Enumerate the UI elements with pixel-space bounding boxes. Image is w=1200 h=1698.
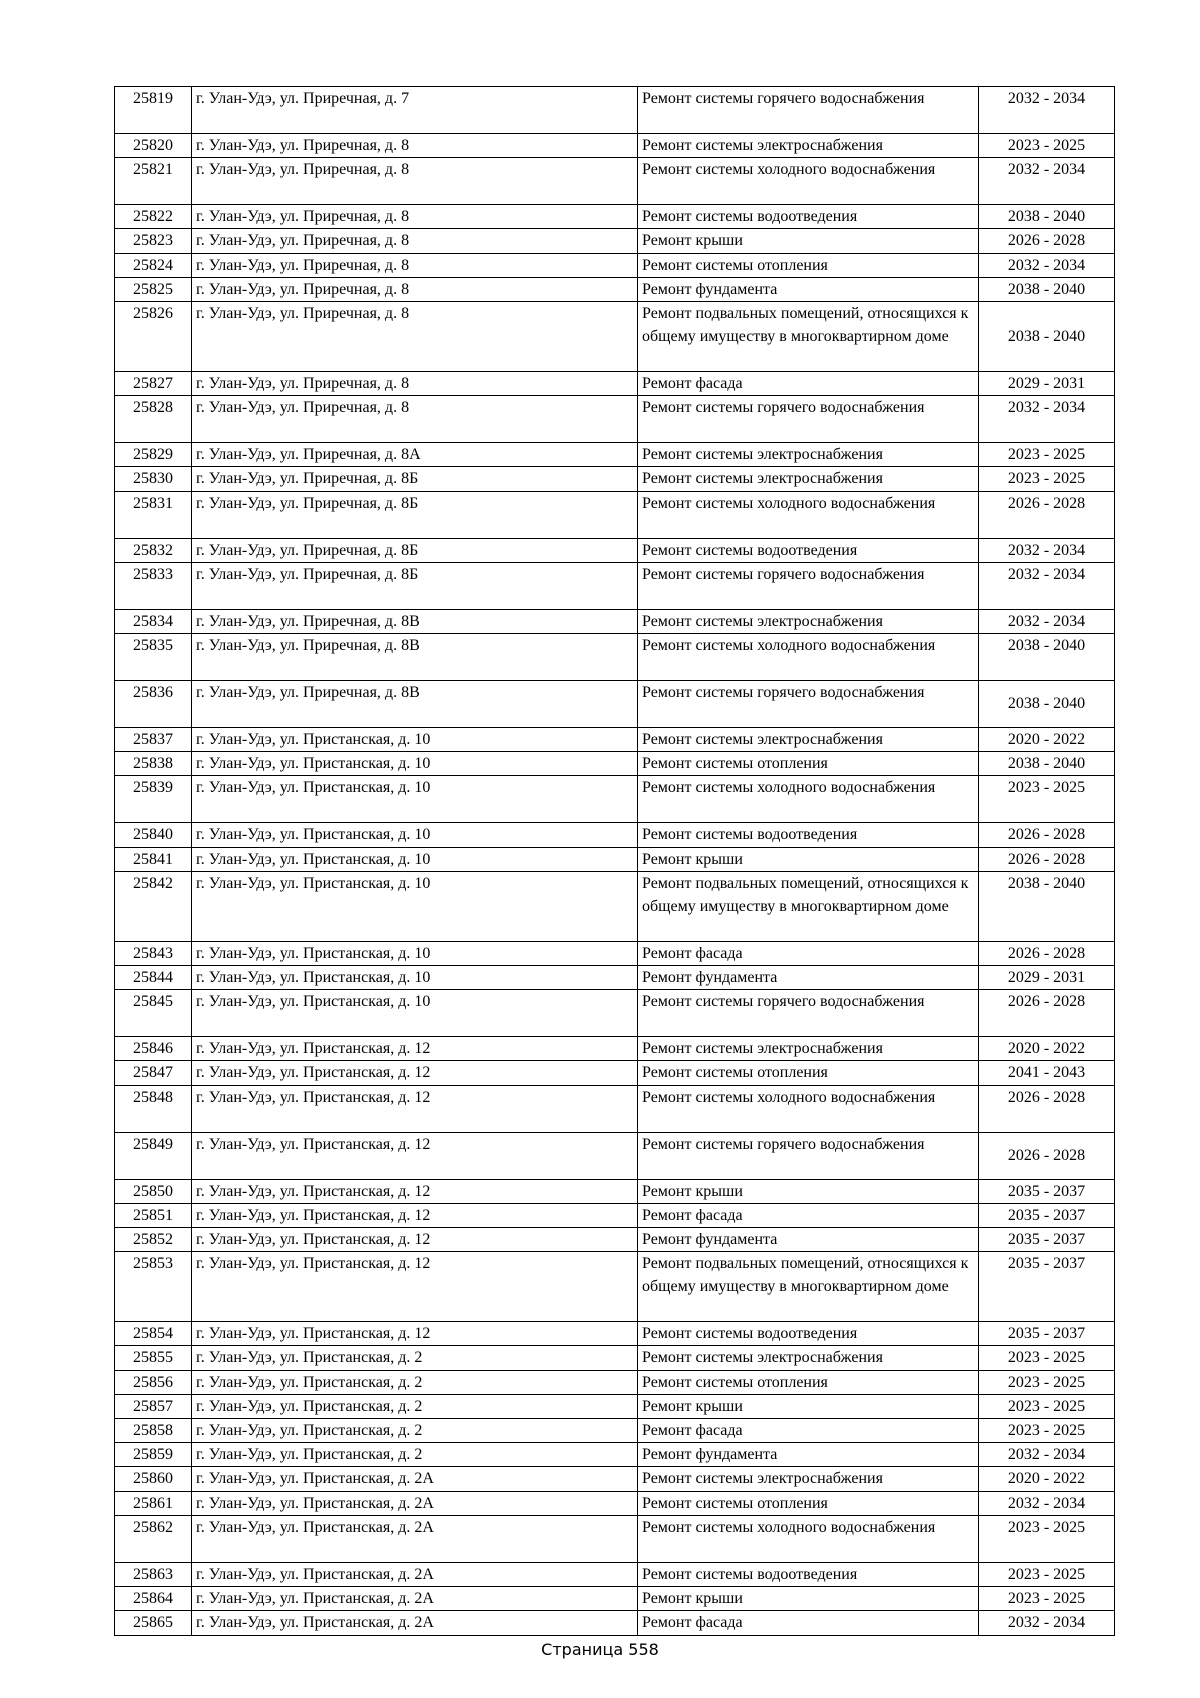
row-address: г. Улан-Удэ, ул. Пристанская, д. 2А <box>192 1515 638 1562</box>
row-address: г. Улан-Удэ, ул. Пристанская, д. 10 <box>192 871 638 941</box>
row-period: 2023 - 2025 <box>979 467 1115 491</box>
row-period: 2023 - 2025 <box>979 1562 1115 1586</box>
row-work: Ремонт системы отопления <box>638 253 979 277</box>
row-period: 2026 - 2028 <box>979 491 1115 538</box>
row-period: 2023 - 2025 <box>979 134 1115 158</box>
row-work: Ремонт системы электроснабжения <box>638 1346 979 1370</box>
row-work: Ремонт фасада <box>638 1419 979 1443</box>
row-number: 25853 <box>115 1252 192 1322</box>
table-row <box>115 1346 1115 1370</box>
row-address: г. Улан-Удэ, ул. Пристанская, д. 10 <box>192 990 638 1037</box>
row-period: 2023 - 2025 <box>979 1587 1115 1611</box>
row-address: г. Улан-Удэ, ул. Пристанская, д. 12 <box>192 1322 638 1346</box>
row-work: Ремонт системы холодного водоснабжения <box>638 776 979 823</box>
row-address: г. Улан-Удэ, ул. Пристанская, д. 2 <box>192 1443 638 1467</box>
row-number: 25861 <box>115 1491 192 1515</box>
table-row <box>115 1228 1115 1252</box>
row-address: г. Улан-Удэ, ул. Пристанская, д. 2А <box>192 1587 638 1611</box>
row-period: 2038 - 2040 <box>979 634 1115 681</box>
row-number: 25839 <box>115 776 192 823</box>
row-period: 2023 - 2025 <box>979 1515 1115 1562</box>
row-address: г. Улан-Удэ, ул. Пристанская, д. 2А <box>192 1467 638 1491</box>
row-period: 2026 - 2028 <box>979 229 1115 253</box>
table-row <box>115 728 1115 752</box>
row-work: Ремонт фасада <box>638 941 979 965</box>
row-address: г. Улан-Удэ, ул. Приречная, д. 7 <box>192 87 638 134</box>
table-row <box>115 443 1115 467</box>
row-period: 2023 - 2025 <box>979 776 1115 823</box>
table-row <box>115 1085 1115 1132</box>
row-work: Ремонт фундамента <box>638 277 979 301</box>
row-work: Ремонт фундамента <box>638 1228 979 1252</box>
row-number: 25835 <box>115 634 192 681</box>
row-address: г. Улан-Удэ, ул. Приречная, д. 8 <box>192 253 638 277</box>
row-number: 25827 <box>115 372 192 396</box>
row-address: г. Улан-Удэ, ул. Приречная, д. 8 <box>192 205 638 229</box>
row-address: г. Улан-Удэ, ул. Приречная, д. 8 <box>192 277 638 301</box>
table-row <box>115 562 1115 609</box>
row-work: Ремонт системы горячего водоснабжения <box>638 87 979 134</box>
row-work: Ремонт системы горячего водоснабжения <box>638 1132 979 1179</box>
row-address: г. Улан-Удэ, ул. Пристанская, д. 10 <box>192 823 638 847</box>
table-row <box>115 372 1115 396</box>
row-period: 2023 - 2025 <box>979 443 1115 467</box>
row-address: г. Улан-Удэ, ул. Пристанская, д. 10 <box>192 966 638 990</box>
row-number: 25822 <box>115 205 192 229</box>
row-period: 2032 - 2034 <box>979 253 1115 277</box>
row-work: Ремонт фасада <box>638 1611 979 1635</box>
table-row <box>115 396 1115 443</box>
row-number: 25823 <box>115 229 192 253</box>
table-row <box>115 491 1115 538</box>
row-number: 25842 <box>115 871 192 941</box>
row-work: Ремонт системы электроснабжения <box>638 1467 979 1491</box>
table-row <box>115 1419 1115 1443</box>
row-period: 2038 - 2040 <box>979 752 1115 776</box>
table-row <box>115 871 1115 941</box>
table-row <box>115 302 1115 372</box>
table-row <box>115 205 1115 229</box>
table-row <box>115 681 1115 728</box>
row-work: Ремонт фасада <box>638 1203 979 1227</box>
row-address: г. Улан-Удэ, ул. Пристанская, д. 10 <box>192 728 638 752</box>
row-number: 25841 <box>115 847 192 871</box>
row-work: Ремонт подвальных помещений, относящихся к общему имуществу в многоквартирном доме <box>638 302 979 372</box>
row-work: Ремонт крыши <box>638 1394 979 1418</box>
table-row <box>115 847 1115 871</box>
row-number: 25855 <box>115 1346 192 1370</box>
row-number: 25863 <box>115 1562 192 1586</box>
row-period: 2038 - 2040 <box>979 205 1115 229</box>
row-period: 2026 - 2028 <box>979 1085 1115 1132</box>
table-row <box>115 1491 1115 1515</box>
table-row <box>115 277 1115 301</box>
row-period: 2032 - 2034 <box>979 1611 1115 1635</box>
row-address: г. Улан-Удэ, ул. Пристанская, д. 2 <box>192 1419 638 1443</box>
table-row <box>115 538 1115 562</box>
row-period: 2020 - 2022 <box>979 1467 1115 1491</box>
table-row <box>115 87 1115 134</box>
row-work: Ремонт системы горячего водоснабжения <box>638 681 979 728</box>
table-row <box>115 1252 1115 1322</box>
row-period: 2026 - 2028 <box>979 847 1115 871</box>
row-address: г. Улан-Удэ, ул. Пристанская, д. 12 <box>192 1061 638 1085</box>
row-number: 25840 <box>115 823 192 847</box>
row-number: 25857 <box>115 1394 192 1418</box>
row-work: Ремонт системы водоотведения <box>638 538 979 562</box>
row-period: 2035 - 2037 <box>979 1203 1115 1227</box>
row-address: г. Улан-Удэ, ул. Приречная, д. 8 <box>192 372 638 396</box>
row-address: г. Улан-Удэ, ул. Пристанская, д. 12 <box>192 1228 638 1252</box>
row-address: г. Улан-Удэ, ул. Приречная, д. 8В <box>192 681 638 728</box>
table-row <box>115 1203 1115 1227</box>
row-address: г. Улан-Удэ, ул. Пристанская, д. 2А <box>192 1491 638 1515</box>
table-row <box>115 752 1115 776</box>
row-period: 2032 - 2034 <box>979 87 1115 134</box>
row-address: г. Улан-Удэ, ул. Приречная, д. 8 <box>192 302 638 372</box>
row-period: 2026 - 2028 <box>979 823 1115 847</box>
row-address: г. Улан-Удэ, ул. Пристанская, д. 2А <box>192 1611 638 1635</box>
row-number: 25856 <box>115 1370 192 1394</box>
row-number: 25834 <box>115 609 192 633</box>
row-number: 25859 <box>115 1443 192 1467</box>
row-period: 2023 - 2025 <box>979 1346 1115 1370</box>
row-number: 25826 <box>115 302 192 372</box>
table-row <box>115 1611 1115 1635</box>
row-period: 2038 - 2040 <box>979 277 1115 301</box>
row-number: 25860 <box>115 1467 192 1491</box>
row-period: 2032 - 2034 <box>979 1443 1115 1467</box>
row-number: 25846 <box>115 1037 192 1061</box>
row-number: 25845 <box>115 990 192 1037</box>
row-number: 25832 <box>115 538 192 562</box>
row-number: 25833 <box>115 562 192 609</box>
row-address: г. Улан-Удэ, ул. Пристанская, д. 2 <box>192 1394 638 1418</box>
row-period: 2026 - 2028 <box>979 941 1115 965</box>
row-work: Ремонт системы водоотведения <box>638 823 979 847</box>
row-work: Ремонт подвальных помещений, относящихся к общему имуществу в многоквартирном доме <box>638 871 979 941</box>
row-period: 2032 - 2034 <box>979 538 1115 562</box>
row-address: г. Улан-Удэ, ул. Пристанская, д. 12 <box>192 1037 638 1061</box>
row-period: 2035 - 2037 <box>979 1228 1115 1252</box>
row-number: 25829 <box>115 443 192 467</box>
row-address: г. Улан-Удэ, ул. Пристанская, д. 12 <box>192 1085 638 1132</box>
table-row <box>115 467 1115 491</box>
row-work: Ремонт системы водоотведения <box>638 205 979 229</box>
table-row <box>115 1132 1115 1179</box>
table-row <box>115 1587 1115 1611</box>
row-period: 2035 - 2037 <box>979 1322 1115 1346</box>
table-row <box>115 1037 1115 1061</box>
page-number: Страница 558 <box>541 1640 659 1659</box>
table-row <box>115 1562 1115 1586</box>
row-period: 2029 - 2031 <box>979 966 1115 990</box>
row-address: г. Улан-Удэ, ул. Пристанская, д. 2 <box>192 1370 638 1394</box>
row-work: Ремонт системы водоотведения <box>638 1322 979 1346</box>
row-number: 25848 <box>115 1085 192 1132</box>
row-number: 25820 <box>115 134 192 158</box>
table-row <box>115 966 1115 990</box>
row-number: 25825 <box>115 277 192 301</box>
table-row <box>115 1322 1115 1346</box>
row-work: Ремонт системы электроснабжения <box>638 467 979 491</box>
table-row <box>115 1061 1115 1085</box>
row-work: Ремонт крыши <box>638 229 979 253</box>
row-period: 2032 - 2034 <box>979 396 1115 443</box>
row-number: 25847 <box>115 1061 192 1085</box>
row-period: 2038 - 2040 <box>979 302 1115 372</box>
row-number: 25837 <box>115 728 192 752</box>
row-period: 2020 - 2022 <box>979 728 1115 752</box>
row-period: 2029 - 2031 <box>979 372 1115 396</box>
row-work: Ремонт системы холодного водоснабжения <box>638 634 979 681</box>
row-number: 25836 <box>115 681 192 728</box>
row-period: 2035 - 2037 <box>979 1252 1115 1322</box>
row-number: 25862 <box>115 1515 192 1562</box>
row-period: 2023 - 2025 <box>979 1370 1115 1394</box>
document-page <box>114 86 1114 1636</box>
table-row <box>115 1179 1115 1203</box>
row-period: 2023 - 2025 <box>979 1419 1115 1443</box>
row-work: Ремонт системы водоотведения <box>638 1562 979 1586</box>
table-row <box>115 776 1115 823</box>
row-work: Ремонт системы горячего водоснабжения <box>638 990 979 1037</box>
row-period: 2032 - 2034 <box>979 1491 1115 1515</box>
row-address: г. Улан-Удэ, ул. Пристанская, д. 10 <box>192 847 638 871</box>
table-row <box>115 229 1115 253</box>
row-work: Ремонт крыши <box>638 1179 979 1203</box>
row-address: г. Улан-Удэ, ул. Приречная, д. 8Б <box>192 562 638 609</box>
row-period: 2026 - 2028 <box>979 1132 1115 1179</box>
row-work: Ремонт системы электроснабжения <box>638 1037 979 1061</box>
row-work: Ремонт фундамента <box>638 1443 979 1467</box>
row-period: 2035 - 2037 <box>979 1179 1115 1203</box>
row-number: 25831 <box>115 491 192 538</box>
row-address: г. Улан-Удэ, ул. Пристанская, д. 2 <box>192 1346 638 1370</box>
row-period: 2023 - 2025 <box>979 1394 1115 1418</box>
row-address: г. Улан-Удэ, ул. Приречная, д. 8 <box>192 158 638 205</box>
row-work: Ремонт системы холодного водоснабжения <box>638 1515 979 1562</box>
row-address: г. Улан-Удэ, ул. Приречная, д. 8Б <box>192 491 638 538</box>
table-row <box>115 1370 1115 1394</box>
row-work: Ремонт системы холодного водоснабжения <box>638 1085 979 1132</box>
table-row <box>115 134 1115 158</box>
row-address: г. Улан-Удэ, ул. Приречная, д. 8В <box>192 609 638 633</box>
row-number: 25854 <box>115 1322 192 1346</box>
table-row <box>115 1394 1115 1418</box>
row-address: г. Улан-Удэ, ул. Пристанская, д. 10 <box>192 752 638 776</box>
row-work: Ремонт системы отопления <box>638 1491 979 1515</box>
table-row <box>115 253 1115 277</box>
row-number: 25865 <box>115 1611 192 1635</box>
row-work: Ремонт фасада <box>638 372 979 396</box>
table-row <box>115 158 1115 205</box>
row-number: 25843 <box>115 941 192 965</box>
row-address: г. Улан-Удэ, ул. Приречная, д. 8Б <box>192 467 638 491</box>
row-period: 2041 - 2043 <box>979 1061 1115 1085</box>
row-number: 25838 <box>115 752 192 776</box>
row-address: г. Улан-Удэ, ул. Приречная, д. 8 <box>192 229 638 253</box>
row-period: 2020 - 2022 <box>979 1037 1115 1061</box>
row-address: г. Улан-Удэ, ул. Приречная, д. 8 <box>192 134 638 158</box>
row-work: Ремонт системы электроснабжения <box>638 609 979 633</box>
row-number: 25864 <box>115 1587 192 1611</box>
row-number: 25844 <box>115 966 192 990</box>
row-work: Ремонт системы холодного водоснабжения <box>638 158 979 205</box>
row-work: Ремонт системы горячего водоснабжения <box>638 562 979 609</box>
row-address: г. Улан-Удэ, ул. Пристанская, д. 2А <box>192 1562 638 1586</box>
row-number: 25852 <box>115 1228 192 1252</box>
row-work: Ремонт системы горячего водоснабжения <box>638 396 979 443</box>
row-work: Ремонт системы отопления <box>638 1370 979 1394</box>
table-row <box>115 990 1115 1037</box>
row-work: Ремонт системы отопления <box>638 752 979 776</box>
row-period: 2026 - 2028 <box>979 990 1115 1037</box>
row-number: 25851 <box>115 1203 192 1227</box>
row-number: 25830 <box>115 467 192 491</box>
table-row <box>115 1443 1115 1467</box>
row-number: 25819 <box>115 87 192 134</box>
table-row <box>115 941 1115 965</box>
row-period: 2038 - 2040 <box>979 871 1115 941</box>
row-work: Ремонт системы отопления <box>638 1061 979 1085</box>
row-work: Ремонт системы электроснабжения <box>638 443 979 467</box>
row-work: Ремонт подвальных помещений, относящихся к общему имуществу в многоквартирном доме <box>638 1252 979 1322</box>
row-work: Ремонт фундамента <box>638 966 979 990</box>
row-number: 25828 <box>115 396 192 443</box>
table-row <box>115 1515 1115 1562</box>
row-work: Ремонт системы электроснабжения <box>638 728 979 752</box>
row-number: 25850 <box>115 1179 192 1203</box>
table-row <box>115 634 1115 681</box>
table-body <box>115 87 1115 1636</box>
row-period: 2032 - 2034 <box>979 609 1115 633</box>
row-address: г. Улан-Удэ, ул. Приречная, д. 8Б <box>192 538 638 562</box>
row-work: Ремонт крыши <box>638 847 979 871</box>
table-row <box>115 609 1115 633</box>
repair-schedule-table <box>114 86 1115 1636</box>
row-number: 25821 <box>115 158 192 205</box>
table-row <box>115 1467 1115 1491</box>
row-work: Ремонт системы холодного водоснабжения <box>638 491 979 538</box>
row-address: г. Улан-Удэ, ул. Приречная, д. 8 <box>192 396 638 443</box>
row-address: г. Улан-Удэ, ул. Пристанская, д. 12 <box>192 1132 638 1179</box>
table-row <box>115 823 1115 847</box>
row-address: г. Улан-Удэ, ул. Приречная, д. 8А <box>192 443 638 467</box>
row-period: 2032 - 2034 <box>979 158 1115 205</box>
row-work: Ремонт системы электроснабжения <box>638 134 979 158</box>
row-period: 2038 - 2040 <box>979 681 1115 728</box>
row-address: г. Улан-Удэ, ул. Пристанская, д. 12 <box>192 1203 638 1227</box>
row-address: г. Улан-Удэ, ул. Пристанская, д. 10 <box>192 941 638 965</box>
row-number: 25849 <box>115 1132 192 1179</box>
row-address: г. Улан-Удэ, ул. Пристанская, д. 10 <box>192 776 638 823</box>
row-work: Ремонт крыши <box>638 1587 979 1611</box>
row-number: 25824 <box>115 253 192 277</box>
row-number: 25858 <box>115 1419 192 1443</box>
row-address: г. Улан-Удэ, ул. Пристанская, д. 12 <box>192 1252 638 1322</box>
row-address: г. Улан-Удэ, ул. Пристанская, д. 12 <box>192 1179 638 1203</box>
row-period: 2032 - 2034 <box>979 562 1115 609</box>
row-address: г. Улан-Удэ, ул. Приречная, д. 8В <box>192 634 638 681</box>
